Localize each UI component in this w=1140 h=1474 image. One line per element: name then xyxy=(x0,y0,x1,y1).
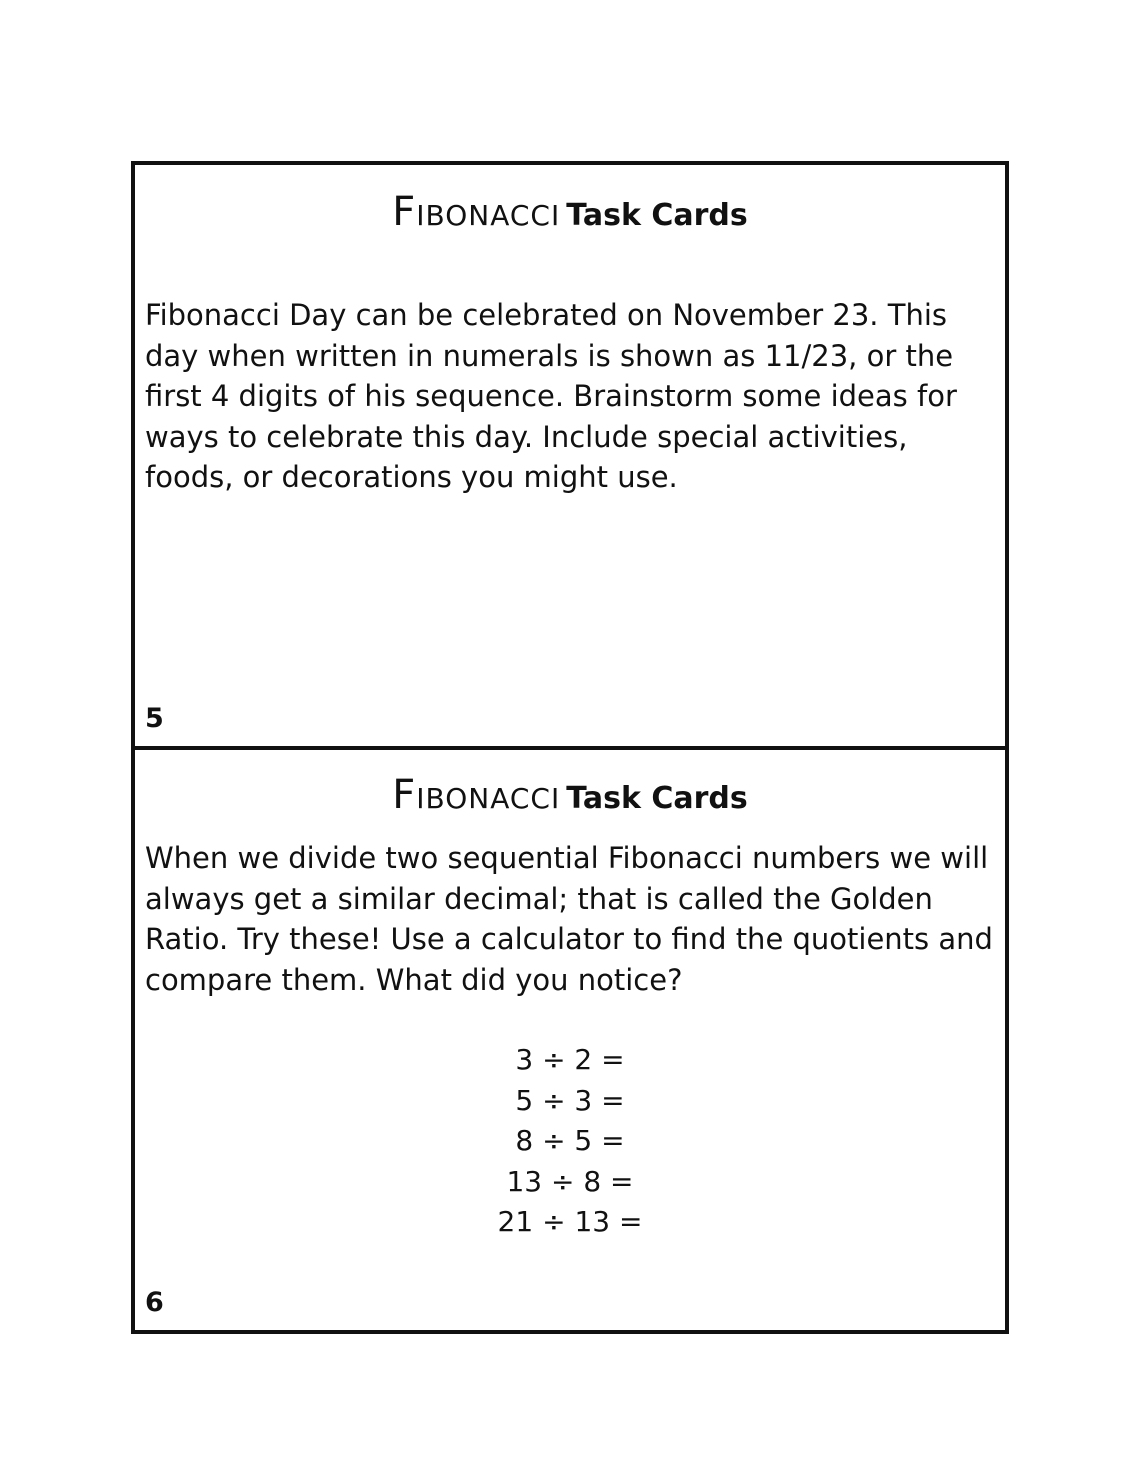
card-prompt: Fibonacci Day can be celebrated on November 23. This day when written in numerals is shown as 11/23, or the first 4 digits of his sequence. Brainstorm some ideas for ways to celebrate this day. Include special activities, foods, or decorations you might use. xyxy=(145,298,957,494)
card-title-main: Fibonacci xyxy=(392,772,561,818)
equation-item: 5 ÷ 3 = xyxy=(515,1083,625,1117)
card-prompt: When we divide two sequential Fibonacci numbers we will always get a similar decimal; that is called the Golden Ratio. Try these! Use a calculator to find the quotients and compare them. What did you notice? xyxy=(145,841,993,997)
equation-item: 21 ÷ 13 = xyxy=(497,1205,643,1238)
equation-list xyxy=(135,1040,1005,1243)
card-title-main: Fibonacci xyxy=(392,189,561,235)
task-card-5 xyxy=(131,161,1009,750)
equation-item: 13 ÷ 8 = xyxy=(506,1164,634,1198)
card-title-sub: Task Cards xyxy=(566,781,748,816)
card-header xyxy=(135,189,1005,235)
card-header xyxy=(135,772,1005,818)
card-number: 6 xyxy=(145,1287,164,1318)
task-card-6 xyxy=(131,746,1009,1334)
equation-item: 8 ÷ 5 = xyxy=(515,1124,625,1157)
equation-item: 3 ÷ 2 = xyxy=(515,1043,625,1076)
card-title-sub: Task Cards xyxy=(566,198,748,233)
card-number: 5 xyxy=(145,703,164,734)
